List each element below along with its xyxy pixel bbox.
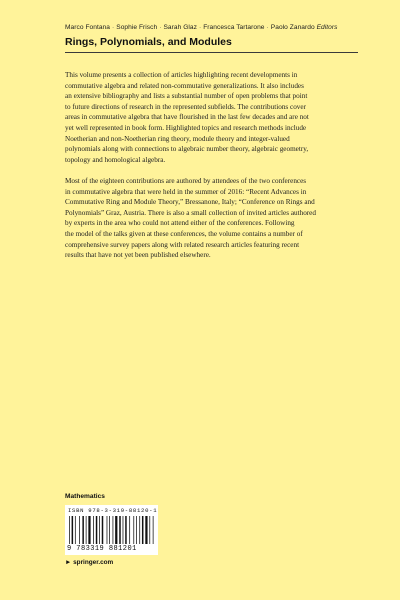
text-line: the model of the talks given at these conferences, the volume contains a number of — [65, 229, 303, 238]
barcode-bar — [123, 516, 124, 544]
barcode-number: 9 783319 881201 — [67, 545, 137, 553]
text-line: topology and homological algebra. — [65, 155, 166, 164]
description — [65, 70, 357, 261]
barcode-bar — [145, 516, 147, 544]
barcode-bar — [96, 516, 98, 544]
text-line: areas in commutative algebra that have flourished in the last few decades and are not — [65, 113, 309, 122]
text-line: to future directions of research in the represented subfields. The contributions cover — [65, 102, 306, 111]
book-title: Rings, Polynomials, and Modules — [65, 36, 232, 48]
barcode-bar — [113, 516, 114, 544]
barcode-bar — [115, 516, 117, 544]
separator: · — [159, 24, 162, 31]
text-line: an extensive bibliography and lists a substantial number of open problems that point — [65, 92, 308, 101]
barcode-bar — [99, 516, 100, 544]
separator: · — [198, 24, 202, 31]
editor-name: Marco Fontana — [65, 24, 110, 31]
barcode-bar — [88, 516, 90, 544]
publisher-link[interactable] — [65, 559, 113, 566]
editor-name: Paolo Zanardo — [270, 24, 315, 31]
separator: · — [112, 24, 115, 31]
barcode-bar — [102, 516, 104, 544]
text-line: polynomials along with connections to algebraic number theory, algebraic geometry, — [65, 145, 309, 154]
barcode-bar — [125, 516, 127, 544]
barcode-bar — [129, 516, 130, 544]
editor-name: Francesca Tartarone — [203, 24, 265, 31]
barcode-bar — [136, 516, 137, 544]
arrow-icon: ► — [65, 559, 72, 566]
text-line: commutative algebra and related non-commutative generalizations. It also includes — [65, 81, 304, 90]
barcode-bars — [69, 516, 154, 544]
barcode-bar — [153, 516, 154, 544]
barcode-bar — [139, 516, 140, 544]
barcode-bar — [142, 516, 144, 544]
barcode — [65, 505, 158, 555]
separator: · — [266, 24, 269, 31]
barcode-bar — [86, 516, 87, 544]
text-line: This volume presents a collection of articles highlighting recent developments in — [65, 71, 298, 79]
barcode-bar — [72, 516, 74, 544]
barcode-bar — [82, 516, 84, 544]
title-rule — [65, 52, 358, 53]
subject-category: Mathematics — [65, 493, 105, 500]
text-line: Polynomials” Graz, Austria. There is also a small collection of invited articles authored — [65, 208, 316, 217]
editor-name: Sophie Frisch — [116, 24, 158, 31]
editors-role: Editors — [316, 24, 338, 31]
text-line: yet well represented in book form. Highlighted topics and research methods include — [65, 123, 307, 132]
editors-line — [65, 24, 385, 31]
barcode-bar — [75, 516, 76, 544]
description-paragraph — [65, 176, 357, 261]
barcode-bar — [79, 516, 80, 544]
text-line: by experts in the area who could not attend either of the conferences. Following — [65, 219, 295, 228]
barcode-bar — [149, 516, 150, 544]
text-line: Commutative Ring and Module Theory,” Bressanone, Italy; “Conference on Rings and — [65, 198, 315, 207]
barcode-bar — [119, 516, 121, 544]
barcode-bar — [93, 516, 94, 544]
barcode-bar — [133, 516, 134, 544]
text-line: results that have not yet been published elsewhere. — [65, 251, 211, 260]
text-line: in commutative algebra that were held in the summer of 2016: “Recent Advances in — [65, 187, 307, 196]
text-line: Noetherian and non-Noetherian ring theory, module theory and integer-valued — [65, 134, 290, 143]
text-line: comprehensive survey papers along with related research articles featuring recent — [65, 240, 300, 249]
barcode-bar — [109, 516, 110, 544]
isbn-label: ISBN 978-3-319-88120-1 — [68, 507, 158, 514]
text-line: Most of the eighteen contributions are authored by attendees of the two conferences — [65, 176, 307, 185]
barcode-bar — [107, 516, 108, 544]
description-paragraph — [65, 70, 357, 165]
barcode-bar — [69, 516, 70, 544]
publisher-url: springer.com — [73, 559, 114, 566]
editor-name: Sarah Glaz — [163, 24, 197, 31]
